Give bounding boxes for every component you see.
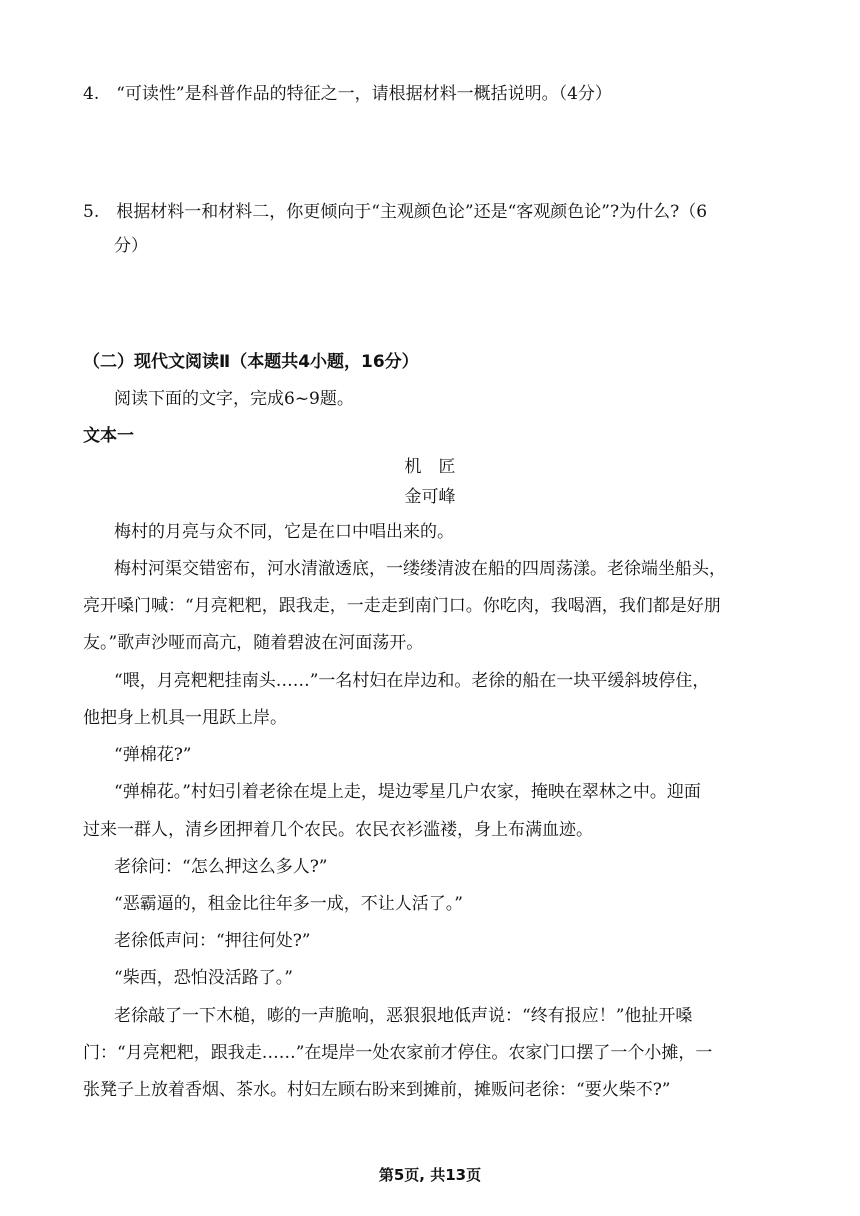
question-5-continuation: 分）: [114, 236, 148, 256]
story-paragraph: “柴西，恐怕没活路了。”: [114, 968, 293, 988]
page-number: 第5页, 共13页: [378, 1166, 482, 1184]
story-author: 金可峰: [404, 487, 456, 507]
story-title: 机 匠: [404, 457, 456, 477]
section-heading: （二）现代文阅读Ⅱ（本题共4小题，16分）: [83, 352, 419, 372]
story-paragraph: “喂，月亮粑粑挂南头……”一名村妇在岸边和。老徐的船在一块平缓斜坡停住，: [114, 671, 710, 691]
section-instruction: 阅读下面的文字，完成6~9题。: [114, 389, 354, 409]
story-paragraph: 过来一群人，清乡团押着几个农民。农民衣衫滥褛，身上布满血迹。: [83, 820, 593, 840]
story-paragraph: 友。”歌声沙哑而高亢，随着碧波在河面荡开。: [83, 633, 424, 653]
story-paragraph: “恶霸逼的，租金比往年多一成，不让人活了。”: [114, 894, 463, 914]
story-paragraph: 门：“月亮粑粑，跟我走……”在堤岸一处农家前才停住。农家门口摆了一个小摊，一: [83, 1043, 713, 1063]
story-paragraph: 他把身上机具一甩跃上岸。: [83, 708, 287, 728]
story-paragraph: 老徐问：“怎么押这么多人?”: [114, 857, 328, 877]
question-5: 5. 根据材料一和材料二，你更倾向于“主观颜色论”还是“客观颜色论”?为什么?（6: [83, 202, 708, 222]
story-paragraph: 老徐低声问：“押往何处?”: [114, 931, 311, 951]
story-paragraph: 梅村河渠交错密布，河水清澈透底，一缕缕清波在船的四周荡漾。老徐端坐船头，: [114, 559, 726, 579]
question-4: 4. “可读性”是科普作品的特征之一，请根据材料一概括说明。（4分）: [83, 84, 612, 104]
story-paragraph: 老徐敲了一下木槌，嘭的一声脆响，恶狠狠地低声说：“终有报应！”他扯开嗓: [114, 1006, 693, 1026]
story-paragraph: “弹棉花?”: [114, 745, 192, 765]
story-paragraph: 亮开嗓门喊：“月亮粑粑，跟我走，一走走到南门口。你吃肉，我喝酒，我们都是好朋: [83, 596, 721, 616]
story-paragraph: 张凳子上放着香烟、茶水。村妇左顾右盼来到摊前，摊贩问老徐：“要火柴不?”: [83, 1080, 671, 1100]
text-label: 文本一: [83, 426, 134, 446]
story-paragraph: “弹棉花。”村妇引着老徐在堤上走，堤边零星几户农家，掩映在翠林之中。迎面: [114, 782, 701, 802]
story-paragraph: 梅村的月亮与众不同，它是在口中唱出来的。: [114, 522, 454, 542]
